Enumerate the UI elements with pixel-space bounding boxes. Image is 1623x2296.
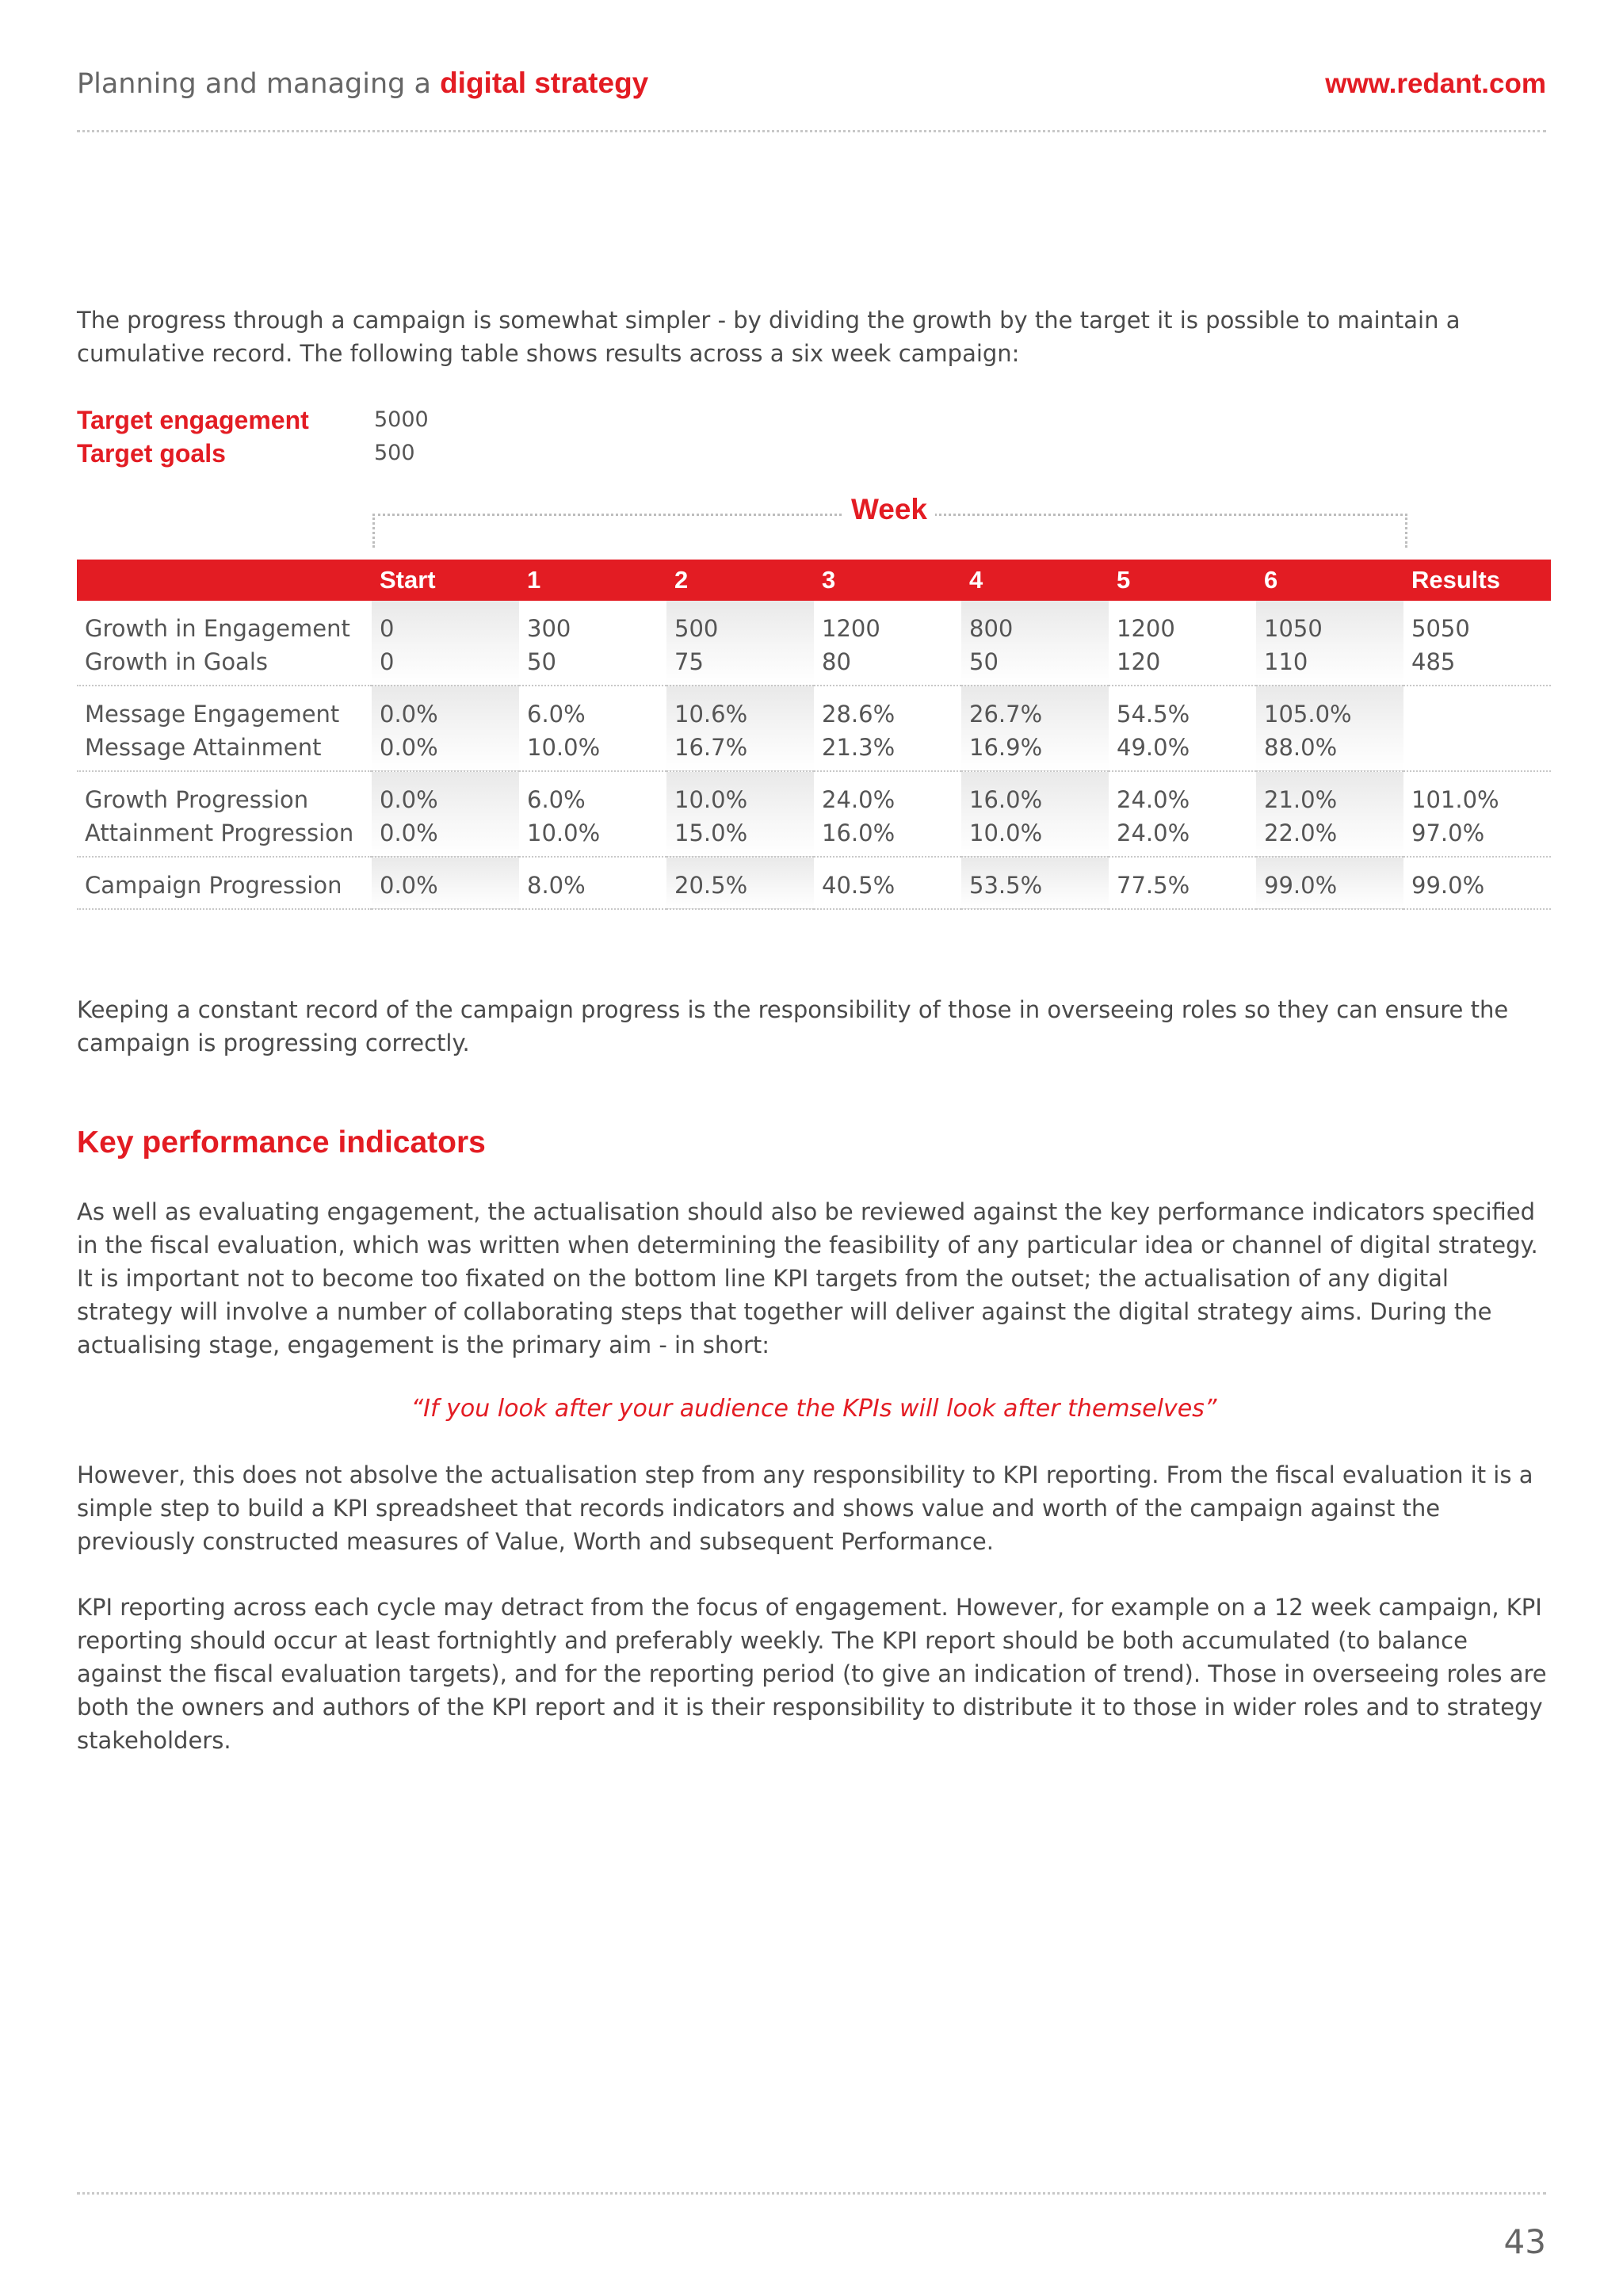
header-cell: Results	[1403, 560, 1551, 601]
paragraph-after-table: Keeping a constant record of the campaign progress is the responsibility of those in overseeing roles so they can ensure the campaign is progressing correctly.	[77, 996, 1509, 1056]
table-cell	[1403, 857, 1551, 909]
page-header	[77, 67, 1546, 114]
table-cell	[1256, 686, 1403, 771]
table-row	[77, 771, 1551, 857]
row-label-cell	[77, 771, 372, 857]
header-cell	[77, 560, 372, 601]
cell-value: 49.0%	[1117, 734, 1190, 761]
kpi-quote: “If you look after your audience the KPIs will look after themselves”	[411, 1395, 1217, 1423]
cell-value: 21.3%	[822, 734, 896, 761]
header-title-prefix: Planning and managing a	[77, 68, 441, 100]
cell-value: 10.0%	[527, 819, 601, 846]
cell-value: 21.0%	[1264, 786, 1338, 813]
table-cell	[519, 601, 666, 686]
cell-value: 1050	[1264, 615, 1323, 642]
table-cell	[519, 771, 666, 857]
cell-value: 80	[822, 648, 851, 675]
header-divider	[77, 130, 1546, 132]
page-number: 43	[1503, 2222, 1546, 2261]
table-cell	[814, 857, 961, 909]
cell-value: 0.0%	[380, 734, 438, 761]
cell-value: 10.0%	[674, 786, 748, 813]
table-cell	[372, 771, 519, 857]
table-cell	[961, 857, 1109, 909]
cell-value: 28.6%	[822, 701, 896, 728]
table-cell	[1256, 771, 1403, 857]
cell-value: 77.5%	[1117, 872, 1190, 899]
header-url-link[interactable]: www.redant.com	[1325, 68, 1546, 99]
kpi-paragraph-2: However, this does not absolve the actualisation step from any responsibility to KPI reporting. From the fiscal evaluation it is a simple step to build a KPI spreadsheet that records indicators and shows value and worth of the campaign against the previously constructed measures of Value, Worth and subsequent Performance.	[77, 1461, 1533, 1555]
cell-value: 50	[527, 648, 556, 675]
cell-value: 10.6%	[674, 701, 748, 728]
header-cell: Start	[372, 560, 519, 601]
row-label: Growth in Goals	[85, 648, 268, 675]
table-cell	[1403, 601, 1551, 686]
intro-paragraph: The progress through a campaign is somewhat simpler - by dividing the growth by the target it is possible to maintain a cumulative record. The following table shows results across a six week campaign:	[77, 307, 1461, 367]
table-cell	[961, 771, 1109, 857]
header-title	[77, 67, 648, 100]
cell-value: 110	[1264, 648, 1308, 675]
cell-value: 75	[674, 648, 704, 675]
row-label: Message Attainment	[85, 734, 322, 761]
cell-value: 10.0%	[969, 819, 1043, 846]
cell-value: 97.0%	[1411, 819, 1485, 846]
table-cell	[1403, 771, 1551, 857]
table-cell	[1109, 771, 1256, 857]
table-cell	[666, 771, 814, 857]
table-cell	[814, 601, 961, 686]
table-cell	[1109, 857, 1256, 909]
cell-value: 300	[527, 615, 571, 642]
table-cell	[519, 686, 666, 771]
table-body	[77, 601, 1551, 909]
cell-value	[1411, 731, 1551, 764]
table-cell	[519, 857, 666, 909]
cell-value: 800	[969, 615, 1014, 642]
cell-value: 120	[1117, 648, 1161, 675]
cell-value: 1200	[822, 615, 880, 642]
cell-value: 16.9%	[969, 734, 1043, 761]
cell-value: 99.0%	[1264, 872, 1338, 899]
header-cell: 5	[1109, 560, 1256, 601]
table-cell	[814, 686, 961, 771]
cell-value: 26.7%	[969, 701, 1043, 728]
table-cell	[666, 601, 814, 686]
table-cell	[1403, 686, 1551, 771]
cell-value: 0.0%	[380, 819, 438, 846]
table-cell	[372, 857, 519, 909]
cell-value: 485	[1411, 648, 1456, 675]
header-title-emphasis: digital strategy	[440, 67, 649, 99]
target-value: 500	[374, 441, 415, 465]
table-row	[77, 857, 1551, 909]
table-cell	[814, 771, 961, 857]
header-cell: 1	[519, 560, 666, 601]
campaign-progress-table	[77, 560, 1551, 910]
cell-value: 53.5%	[969, 872, 1043, 899]
target-value: 5000	[374, 407, 429, 432]
cell-value: 16.0%	[969, 786, 1043, 813]
cell-value: 15.0%	[674, 819, 748, 846]
table-cell	[666, 857, 814, 909]
table-cell	[1256, 601, 1403, 686]
cell-value: 6.0%	[527, 786, 586, 813]
cell-value	[1411, 697, 1551, 731]
row-label: Growth in Engagement	[85, 615, 350, 642]
header-cell: 6	[1256, 560, 1403, 601]
cell-value: 6.0%	[527, 701, 586, 728]
cell-value: 0.0%	[380, 872, 438, 899]
table-cell	[1256, 857, 1403, 909]
cell-value: 0.0%	[380, 701, 438, 728]
row-label-cell	[77, 857, 372, 909]
row-label: Message Engagement	[85, 701, 340, 728]
cell-value: 16.0%	[822, 819, 896, 846]
cell-value: 99.0%	[1411, 872, 1485, 899]
cell-value: 20.5%	[674, 872, 748, 899]
row-label: Growth Progression	[85, 786, 309, 813]
cell-value: 16.7%	[674, 734, 748, 761]
cell-value: 22.0%	[1264, 819, 1338, 846]
row-label-cell	[77, 601, 372, 686]
table-cell	[961, 686, 1109, 771]
kpi-heading: Key performance indicators	[77, 1125, 486, 1159]
cell-value: 54.5%	[1117, 701, 1190, 728]
cell-value: 8.0%	[527, 872, 586, 899]
table-row	[77, 686, 1551, 771]
row-label: Attainment Progression	[85, 819, 354, 846]
kpi-paragraph-1: As well as evaluating engagement, the actualisation should also be reviewed against the key performance indicators specified in the fiscal evaluation, which was written when determining the feasibility of any particular idea or channel of digital strategy. It is important not to become too fixated on the bottom line KPI targets from the outset; the actualisation of any digital strategy will involve a number of collaborating steps that together will deliver against the digital strategy aims. During the actualising stage, engagement is the primary aim - in short:	[77, 1198, 1538, 1358]
target-label: Target engagement	[77, 406, 309, 434]
kpi-paragraph-3: KPI reporting across each cycle may detract from the focus of engagement. However, for example on a 12 week campaign, KPI reporting should occur at least fortnightly and preferably weekly. The KPI report should be both accumulated (to balance against the fiscal evaluation targets), and for the reporting period (to give an indication of trend). Those in overseeing roles are both the owners and authors of the KPI report and it is their responsibility to distribute it to those in wider roles and to strategy stakeholders.	[77, 1594, 1547, 1754]
cell-value: 24.0%	[1117, 819, 1190, 846]
week-label: Week	[843, 493, 935, 526]
cell-value: 500	[674, 615, 719, 642]
cell-value: 88.0%	[1264, 734, 1338, 761]
table-row	[77, 601, 1551, 686]
cell-value: 0	[380, 615, 395, 642]
cell-value: 0	[380, 648, 395, 675]
target-label: Target goals	[77, 439, 226, 468]
table-cell	[372, 601, 519, 686]
header-cell: 4	[961, 560, 1109, 601]
table-cell	[961, 601, 1109, 686]
cell-value: 24.0%	[1117, 786, 1190, 813]
table-cell	[1109, 686, 1256, 771]
footer-divider	[77, 2192, 1546, 2195]
table-cell	[1109, 601, 1256, 686]
cell-value: 10.0%	[527, 734, 601, 761]
cell-value: 5050	[1411, 615, 1470, 642]
table-cell	[666, 686, 814, 771]
header-cell: 2	[666, 560, 814, 601]
table-cell	[372, 686, 519, 771]
row-label: Campaign Progression	[85, 872, 342, 899]
cell-value: 24.0%	[822, 786, 896, 813]
cell-value: 105.0%	[1264, 701, 1352, 728]
cell-value: 50	[969, 648, 999, 675]
table-header-row	[77, 560, 1551, 601]
header-cell: 3	[814, 560, 961, 601]
cell-value: 1200	[1117, 615, 1175, 642]
cell-value: 0.0%	[380, 786, 438, 813]
row-label-cell	[77, 686, 372, 771]
cell-value: 40.5%	[822, 872, 896, 899]
cell-value: 101.0%	[1411, 786, 1499, 813]
